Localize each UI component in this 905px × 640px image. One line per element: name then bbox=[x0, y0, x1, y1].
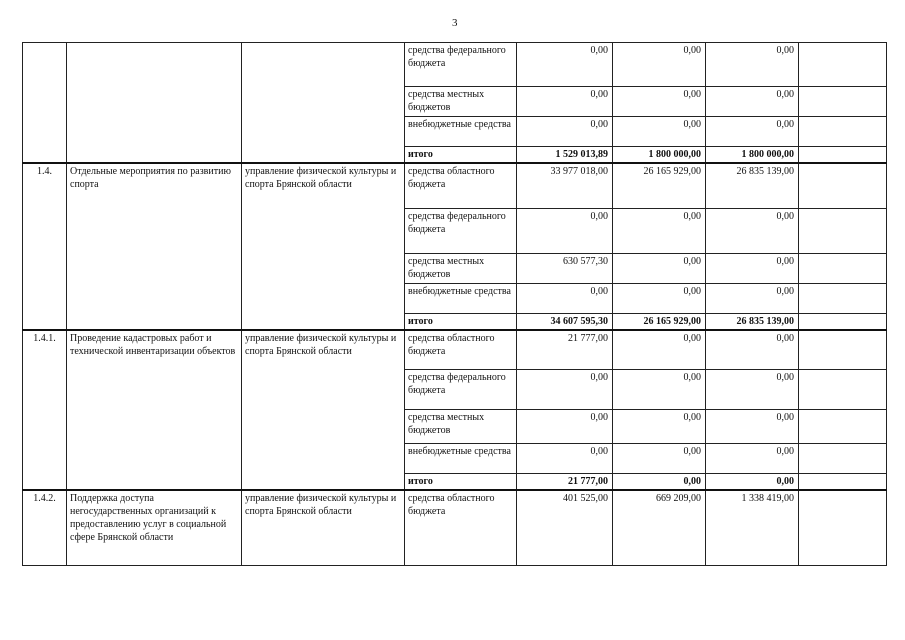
amount-cell: 0,00 bbox=[517, 410, 613, 444]
amount-cell: 0,00 bbox=[517, 444, 613, 474]
funding-source-cell: внебюджетные средства bbox=[405, 283, 517, 313]
funding-source-cell: средства областного бюджета bbox=[405, 330, 517, 370]
amount-cell: 26 165 929,00 bbox=[613, 313, 706, 330]
activity-name-cell: Поддержка доступа негосударственных организаций к предоставлению услуг в социальной сфере Брянской области bbox=[67, 490, 242, 565]
amount-cell: 0,00 bbox=[517, 43, 613, 87]
empty-cell bbox=[799, 474, 887, 491]
empty-cell bbox=[799, 147, 887, 164]
amount-cell: 0,00 bbox=[706, 444, 799, 474]
executor-cell: управление физической культуры и спорта Брянской области bbox=[242, 330, 405, 491]
empty-cell bbox=[799, 410, 887, 444]
empty-cell bbox=[799, 370, 887, 410]
amount-cell: 669 209,00 bbox=[613, 490, 706, 565]
amount-cell: 0,00 bbox=[613, 474, 706, 491]
funding-source-cell: итого bbox=[405, 313, 517, 330]
amount-cell: 0,00 bbox=[517, 283, 613, 313]
funding-source-cell: средства областного бюджета bbox=[405, 490, 517, 565]
amount-cell: 26 165 929,00 bbox=[613, 163, 706, 208]
activity-name-cell bbox=[67, 43, 242, 164]
amount-cell: 0,00 bbox=[517, 208, 613, 253]
empty-cell bbox=[799, 444, 887, 474]
amount-cell: 0,00 bbox=[706, 330, 799, 370]
empty-cell bbox=[799, 330, 887, 370]
empty-cell bbox=[799, 490, 887, 565]
amount-cell: 1 338 419,00 bbox=[706, 490, 799, 565]
amount-cell: 1 800 000,00 bbox=[706, 147, 799, 164]
amount-cell: 0,00 bbox=[517, 87, 613, 117]
row-number-cell: 1.4.2. bbox=[23, 490, 67, 565]
amount-cell: 401 525,00 bbox=[517, 490, 613, 565]
amount-cell: 0,00 bbox=[613, 330, 706, 370]
empty-cell bbox=[799, 253, 887, 283]
row-number-cell: 1.4.1. bbox=[23, 330, 67, 491]
amount-cell: 0,00 bbox=[613, 370, 706, 410]
funding-source-cell: внебюджетные средства bbox=[405, 444, 517, 474]
funding-source-cell: средства федерального бюджета bbox=[405, 43, 517, 87]
empty-cell bbox=[799, 283, 887, 313]
amount-cell: 0,00 bbox=[613, 87, 706, 117]
empty-cell bbox=[799, 163, 887, 208]
amount-cell: 0,00 bbox=[613, 43, 706, 87]
executor-cell bbox=[242, 43, 405, 164]
funding-source-cell: средства местных бюджетов bbox=[405, 87, 517, 117]
amount-cell: 630 577,30 bbox=[517, 253, 613, 283]
budget-table bbox=[22, 42, 887, 566]
amount-cell: 1 529 013,89 bbox=[517, 147, 613, 164]
amount-cell: 26 835 139,00 bbox=[706, 163, 799, 208]
amount-cell: 0,00 bbox=[613, 208, 706, 253]
amount-cell: 0,00 bbox=[517, 117, 613, 147]
amount-cell: 21 777,00 bbox=[517, 330, 613, 370]
amount-cell: 0,00 bbox=[706, 253, 799, 283]
amount-cell: 0,00 bbox=[613, 117, 706, 147]
amount-cell: 21 777,00 bbox=[517, 474, 613, 491]
empty-cell bbox=[799, 43, 887, 87]
amount-cell: 0,00 bbox=[517, 370, 613, 410]
amount-cell: 0,00 bbox=[706, 208, 799, 253]
amount-cell: 1 800 000,00 bbox=[613, 147, 706, 164]
amount-cell: 34 607 595,30 bbox=[517, 313, 613, 330]
executor-cell: управление физической культуры и спорта Брянской области bbox=[242, 490, 405, 565]
amount-cell: 0,00 bbox=[613, 410, 706, 444]
funding-source-cell: средства федерального бюджета bbox=[405, 208, 517, 253]
funding-source-cell: средства местных бюджетов bbox=[405, 410, 517, 444]
amount-cell: 0,00 bbox=[613, 444, 706, 474]
empty-cell bbox=[799, 87, 887, 117]
table-row bbox=[23, 163, 887, 208]
page-number: 3 bbox=[452, 17, 458, 29]
amount-cell: 26 835 139,00 bbox=[706, 313, 799, 330]
amount-cell: 0,00 bbox=[613, 253, 706, 283]
amount-cell: 0,00 bbox=[706, 43, 799, 87]
amount-cell: 0,00 bbox=[706, 370, 799, 410]
empty-cell bbox=[799, 313, 887, 330]
funding-source-cell: итого bbox=[405, 147, 517, 164]
table-body bbox=[23, 43, 887, 566]
table-row bbox=[23, 490, 887, 565]
empty-cell bbox=[799, 208, 887, 253]
amount-cell: 0,00 bbox=[613, 283, 706, 313]
amount-cell: 0,00 bbox=[706, 474, 799, 491]
amount-cell: 0,00 bbox=[706, 283, 799, 313]
amount-cell: 33 977 018,00 bbox=[517, 163, 613, 208]
executor-cell: управление физической культуры и спорта Брянской области bbox=[242, 163, 405, 330]
activity-name-cell: Отдельные мероприятия по развитию спорта bbox=[67, 163, 242, 330]
table-row bbox=[23, 330, 887, 370]
funding-source-cell: средства федерального бюджета bbox=[405, 370, 517, 410]
amount-cell: 0,00 bbox=[706, 87, 799, 117]
row-number-cell bbox=[23, 43, 67, 164]
amount-cell: 0,00 bbox=[706, 117, 799, 147]
activity-name-cell: Проведение кадастровых работ и технической инвентаризации объектов bbox=[67, 330, 242, 491]
funding-source-cell: внебюджетные средства bbox=[405, 117, 517, 147]
funding-source-cell: итого bbox=[405, 474, 517, 491]
amount-cell: 0,00 bbox=[706, 410, 799, 444]
funding-source-cell: средства областного бюджета bbox=[405, 163, 517, 208]
row-number-cell: 1.4. bbox=[23, 163, 67, 330]
empty-cell bbox=[799, 117, 887, 147]
funding-source-cell: средства местных бюджетов bbox=[405, 253, 517, 283]
table-row bbox=[23, 43, 887, 87]
